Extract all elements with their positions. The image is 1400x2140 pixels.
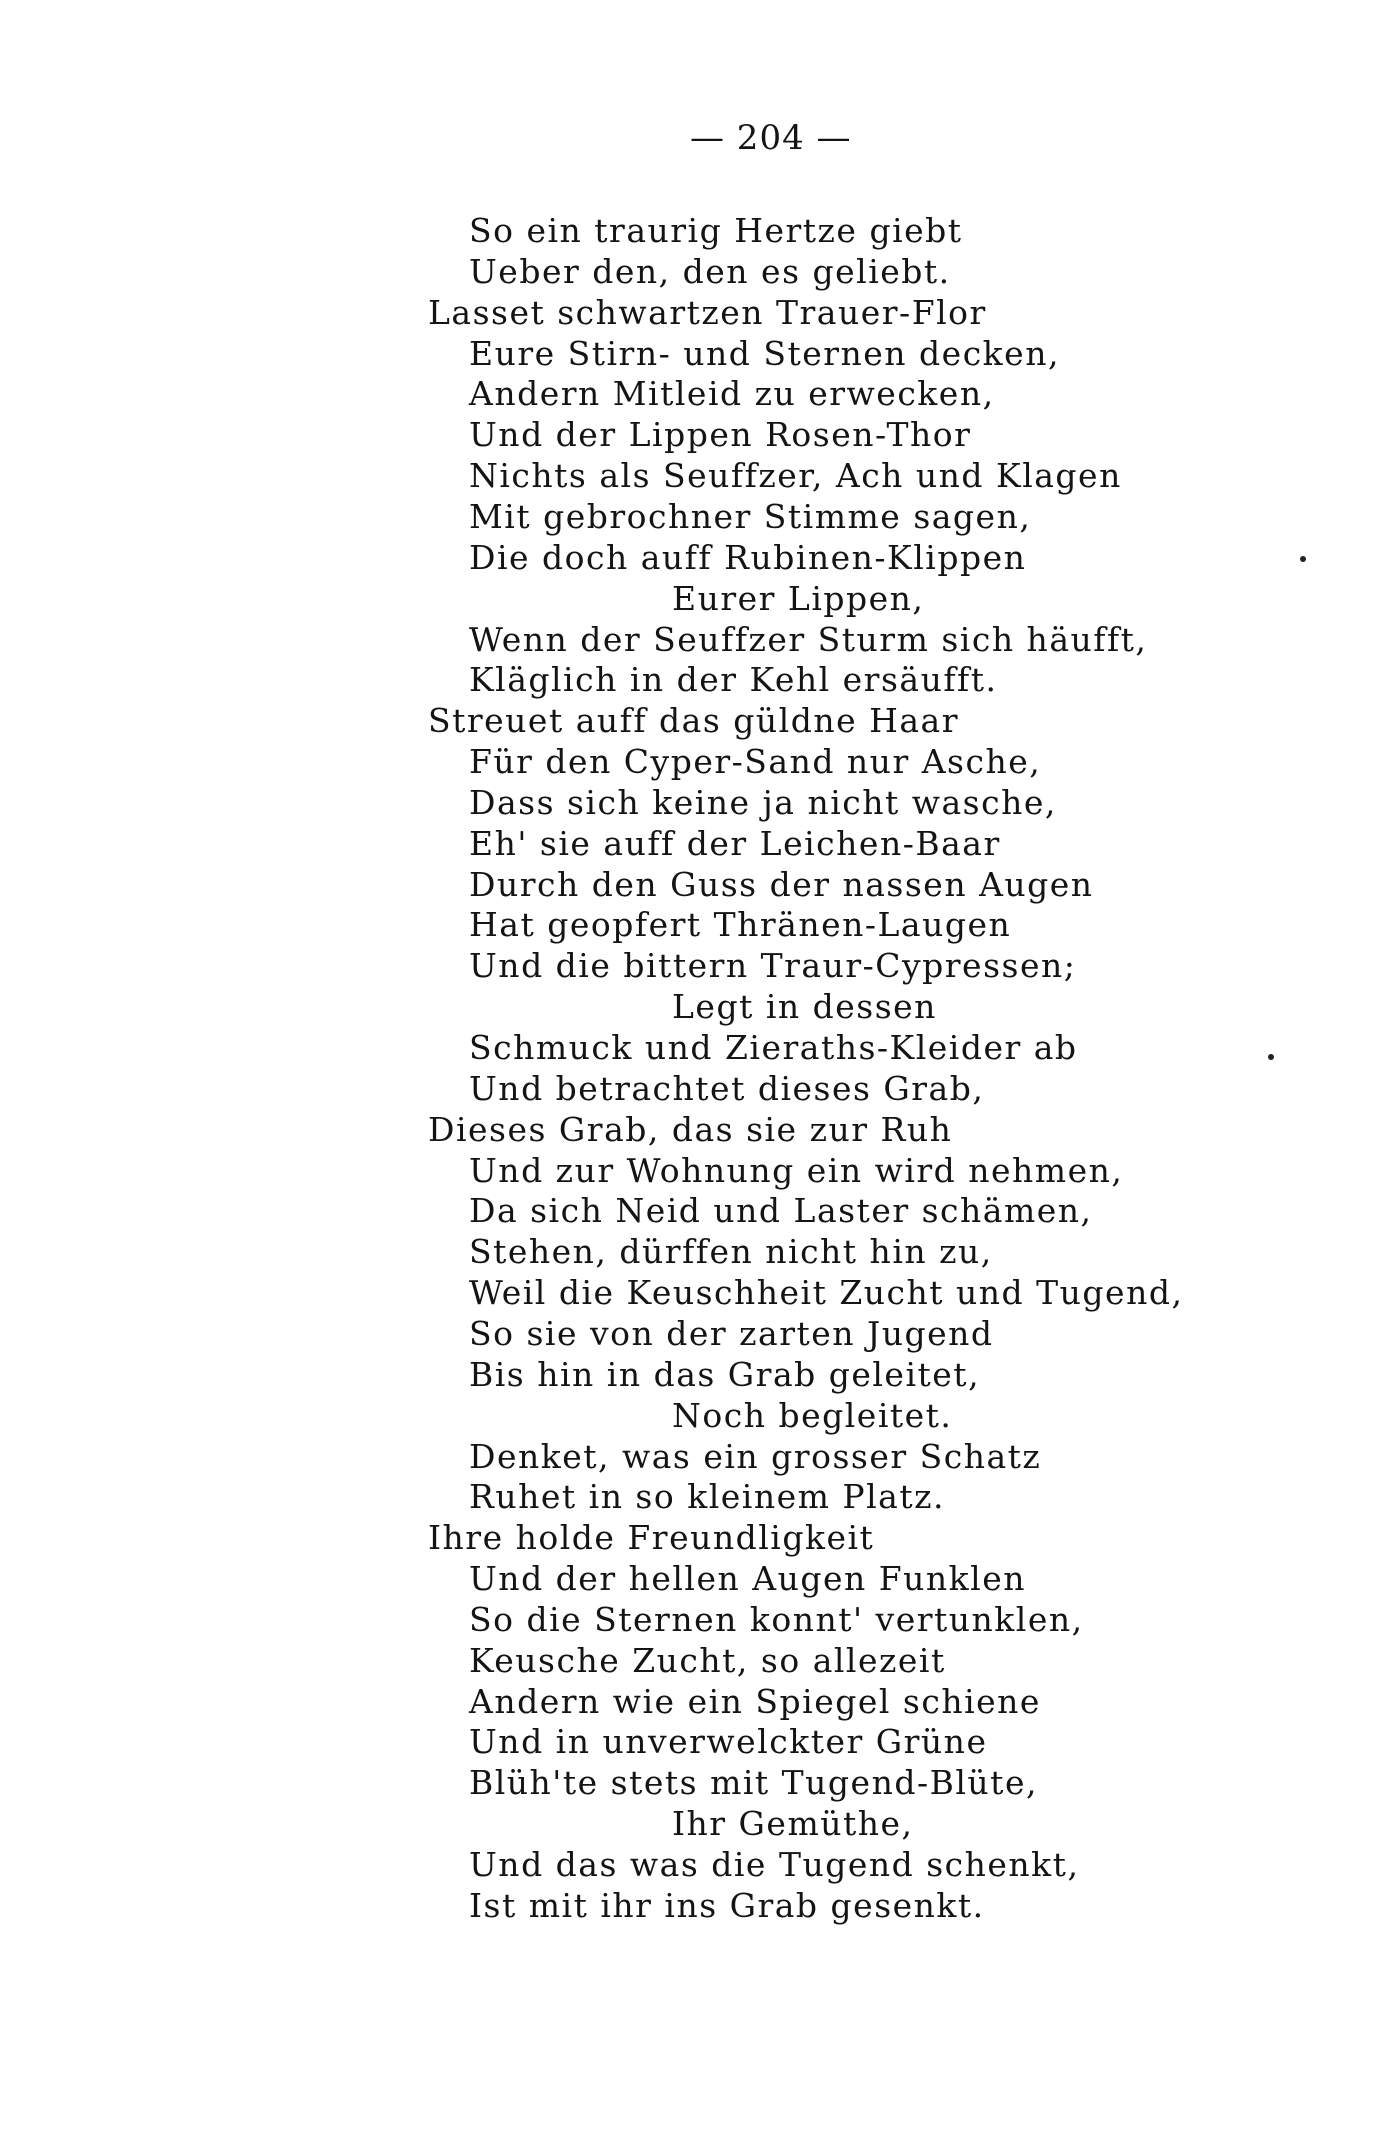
poem-line: So ein traurig Hertze giebt: [469, 211, 963, 250]
poem-line: Ueber den, den es geliebt.: [469, 252, 951, 291]
poem-line: Und in unverwelckter Grüne: [469, 1722, 988, 1761]
poem-line: Ist mit ihr ins Grab gesenkt.: [469, 1886, 985, 1925]
poem-line: Nichts als Seuffzer, Ach und Klagen: [469, 456, 1122, 495]
poem-line: Durch den Guss der nassen Augen: [469, 865, 1094, 904]
poem-line: Streuet auff das güldne Haar: [428, 701, 960, 740]
poem-line: So sie von der zarten Jugend: [469, 1314, 994, 1353]
poem-line: Eurer Lippen,: [672, 579, 925, 618]
poem-line: Schmuck und Zieraths-Kleider ab: [469, 1028, 1078, 1067]
ink-speck: [1300, 556, 1306, 562]
poem-line: Für den Cyper-Sand nur Asche,: [469, 742, 1042, 781]
poem-line: So die Sternen konnt' vertunklen,: [469, 1600, 1084, 1639]
poem-line: Dieses Grab, das sie zur Ruh: [428, 1110, 953, 1149]
poem-line: Und der Lippen Rosen-Thor: [469, 415, 972, 454]
poem-line: Ruhet in so kleinem Platz.: [469, 1477, 945, 1516]
poem-line: Stehen, dürffen nicht hin zu,: [469, 1232, 993, 1271]
poem-line: Noch begleitet.: [672, 1396, 953, 1435]
poem-line: Und der hellen Augen Funklen: [469, 1559, 1026, 1598]
poem-line: Und das was die Tugend schenkt,: [469, 1845, 1080, 1884]
poem-line: Weil die Keuschheit Zucht und Tugend,: [469, 1273, 1184, 1312]
poem-line: Und die bittern Traur-Cypressen;: [469, 946, 1077, 985]
poem-line: Wenn der Seuffzer Sturm sich häufft,: [469, 620, 1148, 659]
poem-line: Keusche Zucht, so allezeit: [469, 1641, 946, 1680]
poem-line: Denket, was ein grosser Schatz: [469, 1437, 1042, 1476]
poem-line: Andern wie ein Spiegel schiene: [469, 1682, 1041, 1721]
poem-line: Dass sich keine ja nicht wasche,: [469, 783, 1057, 822]
poem-line: Blüh'te stets mit Tugend-Blüte,: [469, 1763, 1038, 1802]
poem-line: Ihre holde Freundligkeit: [428, 1518, 875, 1557]
page-number: — 204 —: [690, 118, 852, 158]
poem-line: Kläglich in der Kehl ersäufft.: [469, 660, 998, 699]
poem-line: Und zur Wohnung ein wird nehmen,: [469, 1151, 1124, 1190]
poem-line: Die doch auff Rubinen-Klippen: [469, 538, 1027, 577]
poem-line: Hat geopfert Thränen-Laugen: [469, 905, 1012, 944]
poem-line: Ihr Gemüthe,: [672, 1804, 914, 1843]
poem-line: Und betrachtet dieses Grab,: [469, 1069, 985, 1108]
poem-line: Andern Mitleid zu erwecken,: [469, 374, 995, 413]
poem-line: Lasset schwartzen Trauer-Flor: [428, 293, 987, 332]
poem-line: Eh' sie auff der Leichen-Baar: [469, 824, 1001, 863]
poem-line: Eure Stirn- und Sternen decken,: [469, 334, 1060, 373]
poem-line: Da sich Neid und Laster schämen,: [469, 1191, 1093, 1230]
poem-line: Mit gebrochner Stimme sagen,: [469, 497, 1032, 536]
poem-line: Legt in dessen: [672, 987, 937, 1026]
ink-speck: [1268, 1054, 1274, 1060]
poem-line: Bis hin in das Grab geleitet,: [469, 1355, 981, 1394]
